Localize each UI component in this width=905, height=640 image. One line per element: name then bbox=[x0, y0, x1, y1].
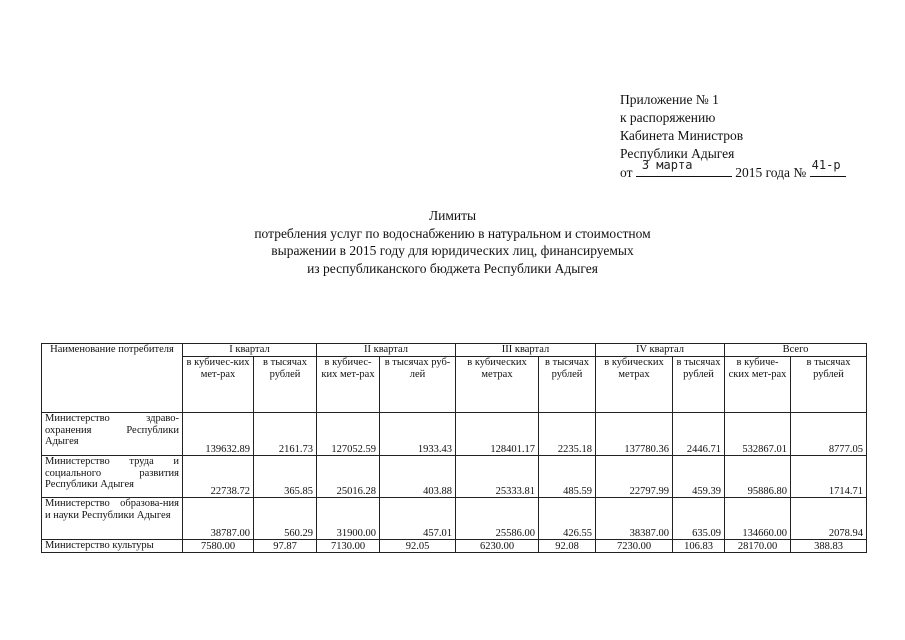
value-cell: 38787.00 bbox=[183, 498, 254, 540]
title-line-4: из республиканского бюджета Республики Адыгея bbox=[307, 260, 598, 276]
value-cell: 459.39 bbox=[673, 456, 725, 498]
consumer-name: Министерство труда и социального развития Республики Адыгея bbox=[42, 456, 183, 498]
value-cell: 25333.81 bbox=[456, 456, 539, 498]
date-handwritten: 3 марта bbox=[641, 158, 693, 172]
table-row bbox=[42, 456, 867, 498]
value-cell: 2161.73 bbox=[254, 413, 317, 456]
consumer-name: Министерство культуры bbox=[42, 540, 183, 553]
value-cell: 127052.59 bbox=[317, 413, 380, 456]
unit-header: в кубичес-ких мет-рах bbox=[317, 357, 380, 413]
value-cell: 388.83 bbox=[791, 540, 867, 553]
value-cell: 7230.00 bbox=[596, 540, 673, 553]
quarter-header: IV квартал bbox=[596, 344, 725, 357]
appendix-line-1: Приложение № 1 bbox=[620, 92, 719, 107]
table-row bbox=[42, 540, 867, 553]
title-line-3: выражении в 2015 году для юридических лиц, финансируемых bbox=[271, 243, 634, 258]
appendix-date-line bbox=[620, 158, 846, 182]
consumer-header: Наименование потребителя bbox=[42, 344, 183, 413]
appendix-line-2: к распоряжению bbox=[620, 110, 716, 125]
value-cell: 137780.36 bbox=[596, 413, 673, 456]
quarter-header: I квартал bbox=[183, 344, 317, 357]
value-cell: 365.85 bbox=[254, 456, 317, 498]
value-cell: 28170.00 bbox=[725, 540, 791, 553]
value-cell: 457.01 bbox=[380, 498, 456, 540]
value-cell: 6230.00 bbox=[456, 540, 539, 553]
value-cell: 106.83 bbox=[673, 540, 725, 553]
value-cell: 7580.00 bbox=[183, 540, 254, 553]
unit-header: в тысячах рублей bbox=[539, 357, 596, 413]
value-cell: 8777.05 bbox=[791, 413, 867, 456]
value-cell: 2235.18 bbox=[539, 413, 596, 456]
value-cell: 38387.00 bbox=[596, 498, 673, 540]
unit-header: в тысячах рублей bbox=[791, 357, 867, 413]
appendix-block bbox=[620, 91, 846, 182]
quarter-header: III квартал bbox=[456, 344, 596, 357]
number-field bbox=[810, 158, 846, 177]
value-cell: 22797.99 bbox=[596, 456, 673, 498]
value-cell: 139632.89 bbox=[183, 413, 254, 456]
unit-header: в кубических метрах bbox=[456, 357, 539, 413]
value-cell: 2078.94 bbox=[791, 498, 867, 540]
value-cell: 2446.71 bbox=[673, 413, 725, 456]
value-cell: 31900.00 bbox=[317, 498, 380, 540]
appendix-line-3: Кабинета Министров bbox=[620, 128, 744, 143]
value-cell: 128401.17 bbox=[456, 413, 539, 456]
quarter-header: Всего bbox=[725, 344, 867, 357]
value-cell: 134660.00 bbox=[725, 498, 791, 540]
document-title bbox=[0, 207, 905, 277]
value-cell: 7130.00 bbox=[317, 540, 380, 553]
from-label: от bbox=[620, 165, 633, 180]
date-field bbox=[636, 158, 732, 177]
table-row bbox=[42, 498, 867, 540]
quarter-header-row bbox=[42, 344, 867, 357]
value-cell: 95886.80 bbox=[725, 456, 791, 498]
value-cell: 92.05 bbox=[380, 540, 456, 553]
value-cell: 560.29 bbox=[254, 498, 317, 540]
title-line-1: Лимиты bbox=[428, 208, 477, 223]
unit-header: в тысячах руб-лей bbox=[380, 357, 456, 413]
title-line-2: потребления услуг по водоснабжению в натуральном и стоимостном bbox=[254, 225, 651, 241]
value-cell: 92.08 bbox=[539, 540, 596, 553]
consumer-name: Министерство здраво-охранения Республики Адыгея bbox=[42, 413, 183, 456]
value-cell: 403.88 bbox=[380, 456, 456, 498]
table-row bbox=[42, 413, 867, 456]
value-cell: 1933.43 bbox=[380, 413, 456, 456]
value-cell: 97.87 bbox=[254, 540, 317, 553]
value-cell: 635.09 bbox=[673, 498, 725, 540]
limits-table bbox=[41, 343, 867, 553]
value-cell: 426.55 bbox=[539, 498, 596, 540]
value-cell: 25586.00 bbox=[456, 498, 539, 540]
value-cell: 25016.28 bbox=[317, 456, 380, 498]
unit-header: в кубиче-ских мет-рах bbox=[725, 357, 791, 413]
unit-header: в кубических метрах bbox=[596, 357, 673, 413]
value-cell: 485.59 bbox=[539, 456, 596, 498]
value-cell: 532867.01 bbox=[725, 413, 791, 456]
number-handwritten: 41-р bbox=[811, 158, 841, 172]
consumer-name: Министерство образова-ния и науки Республики Адыгея bbox=[42, 498, 183, 540]
value-cell: 1714.71 bbox=[791, 456, 867, 498]
value-cell: 22738.72 bbox=[183, 456, 254, 498]
unit-header: в тысячах рублей bbox=[254, 357, 317, 413]
unit-header: в кубичес-ких мет-рах bbox=[183, 357, 254, 413]
appendix-line-4: Республики Адыгея bbox=[620, 146, 735, 161]
unit-header: в тысячах рублей bbox=[673, 357, 725, 413]
year-number-label: 2015 года № bbox=[735, 165, 807, 180]
quarter-header: II квартал bbox=[317, 344, 456, 357]
